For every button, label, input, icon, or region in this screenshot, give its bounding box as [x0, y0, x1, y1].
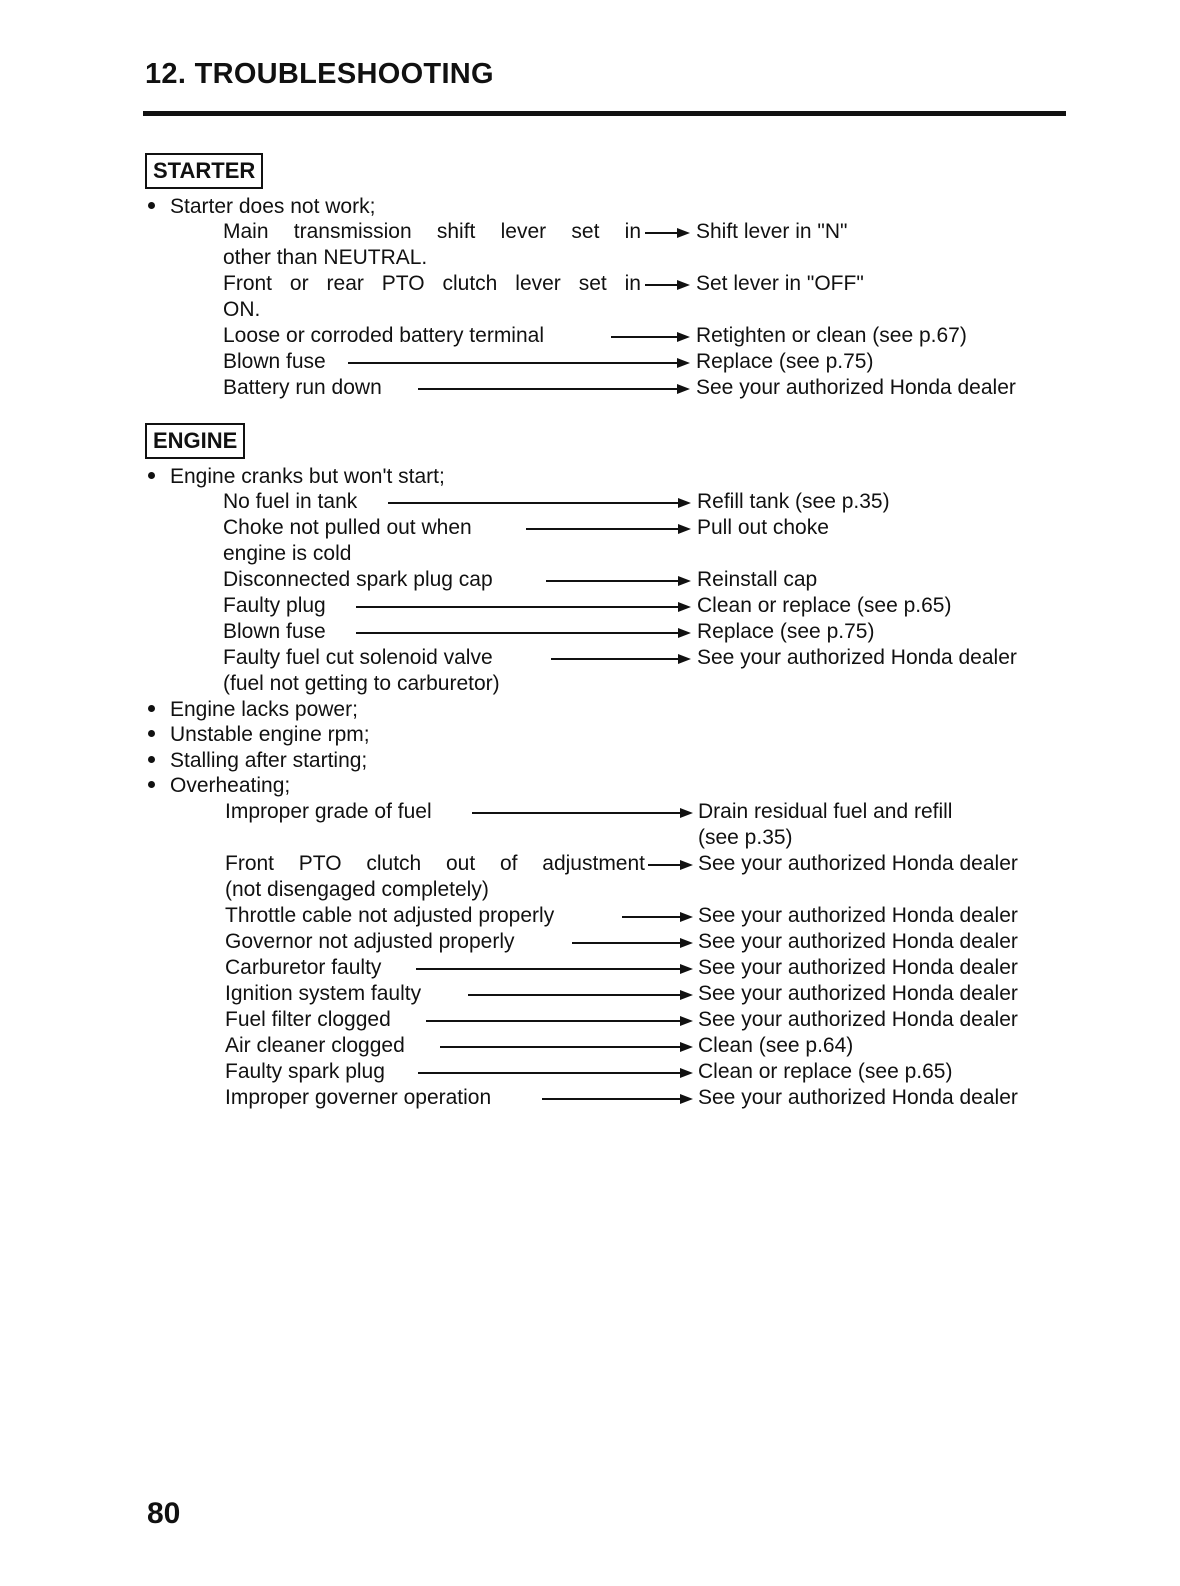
leader-line — [440, 1046, 680, 1048]
item-remedy: Replace (see p.75) — [697, 620, 875, 643]
item-cause: Governor not adjusted properly — [225, 930, 515, 953]
item-cause-continuation: (fuel not getting to carburetor) — [223, 672, 500, 695]
item-cause-continuation: ON. — [223, 298, 261, 321]
arrow-right-icon — [680, 912, 693, 922]
item-cause: Improper grade of fuel — [225, 800, 432, 823]
item-cause: Front PTO clutch out of adjustment — [225, 852, 645, 875]
item-remedy: Clean (see p.64) — [698, 1034, 854, 1057]
engine-symptom-text: Overheating; — [170, 774, 291, 797]
arrow-right-icon — [680, 964, 693, 974]
item-cause: Choke not pulled out when — [223, 516, 472, 539]
item-remedy: Retighten or clean (see p.67) — [696, 324, 967, 347]
item-remedy: Clean or replace (see p.65) — [698, 1060, 953, 1083]
arrow-right-icon — [680, 1094, 693, 1104]
item-remedy: See your authorized Honda dealer — [698, 852, 1018, 875]
item-remedy: Pull out choke — [697, 516, 829, 539]
leader-line — [416, 968, 680, 970]
item-cause: Fuel filter clogged — [225, 1008, 391, 1031]
engine-symptom — [148, 748, 367, 774]
leader-line — [356, 606, 678, 608]
leader-line — [546, 580, 678, 582]
item-remedy: See your authorized Honda dealer — [698, 930, 1018, 953]
bullet-icon — [148, 705, 155, 712]
engine-symptom-text: Unstable engine rpm; — [170, 723, 370, 746]
item-remedy: See your authorized Honda dealer — [698, 982, 1018, 1005]
item-cause: Loose or corroded battery terminal — [223, 324, 544, 347]
item-cause: No fuel in tank — [223, 490, 358, 513]
leader-line — [388, 502, 678, 504]
starter-heading: STARTER — [145, 153, 263, 189]
item-remedy: Drain residual fuel and refill — [698, 800, 953, 823]
arrow-right-icon — [677, 384, 690, 394]
item-remedy: See your authorized Honda dealer — [698, 904, 1018, 927]
bullet-icon — [148, 202, 155, 209]
leader-line — [418, 388, 677, 390]
leader-line — [542, 1098, 680, 1100]
arrow-right-icon — [677, 358, 690, 368]
arrow-right-icon — [680, 808, 693, 818]
engine-symptom — [148, 697, 358, 723]
leader-line — [551, 658, 678, 660]
item-cause: Throttle cable not adjusted properly — [225, 904, 555, 927]
leader-line — [648, 864, 680, 866]
item-remedy: Set lever in "OFF" — [696, 272, 864, 295]
item-cause-continuation: engine is cold — [223, 542, 352, 565]
arrow-right-icon — [677, 280, 690, 290]
leader-line — [356, 632, 678, 634]
page-number: 80 — [147, 1497, 181, 1530]
leader-line — [645, 284, 677, 286]
arrow-right-icon — [678, 524, 691, 534]
item-cause: Ignition system faulty — [225, 982, 422, 1005]
engine-symptom-text: Engine lacks power; — [170, 698, 358, 721]
item-cause: Air cleaner clogged — [225, 1034, 405, 1057]
leader-line — [426, 1020, 680, 1022]
item-cause: Faulty fuel cut solenoid valve — [223, 646, 493, 669]
item-cause: Main transmission shift lever set in — [223, 220, 641, 243]
engine-symptom-text: Stalling after starting; — [170, 749, 368, 772]
starter-symptom — [148, 194, 375, 220]
item-cause-continuation: other than NEUTRAL. — [223, 246, 428, 269]
item-remedy-continuation: (see p.35) — [698, 826, 793, 849]
arrow-right-icon — [680, 1068, 693, 1078]
arrow-right-icon — [680, 860, 693, 870]
item-cause: Front or rear PTO clutch lever set in — [223, 272, 641, 295]
item-remedy: See your authorized Honda dealer — [697, 646, 1017, 669]
arrow-right-icon — [678, 602, 691, 612]
item-remedy: See your authorized Honda dealer — [698, 1008, 1018, 1031]
leader-line — [622, 916, 680, 918]
item-cause: Blown fuse — [223, 350, 326, 373]
arrow-right-icon — [680, 990, 693, 1000]
engine-symptom-text: Engine cranks but won't start; — [170, 465, 445, 488]
chapter-title: 12. TROUBLESHOOTING — [145, 58, 494, 90]
item-remedy: Shift lever in "N" — [696, 220, 848, 243]
engine-symptom — [148, 464, 445, 490]
item-remedy: See your authorized Honda dealer — [698, 1086, 1018, 1109]
leader-line — [572, 942, 680, 944]
leader-line — [645, 232, 677, 234]
engine-heading: ENGINE — [145, 423, 245, 459]
arrow-right-icon — [677, 228, 690, 238]
arrow-right-icon — [680, 1042, 693, 1052]
item-remedy: Clean or replace (see p.65) — [697, 594, 952, 617]
item-remedy: See your authorized Honda dealer — [698, 956, 1018, 979]
arrow-right-icon — [677, 332, 690, 342]
arrow-right-icon — [680, 938, 693, 948]
item-cause-continuation: (not disengaged completely) — [225, 878, 489, 901]
bullet-icon — [148, 730, 155, 737]
arrow-right-icon — [678, 576, 691, 586]
arrow-right-icon — [678, 628, 691, 638]
leader-line — [611, 336, 677, 338]
engine-symptom — [148, 722, 370, 748]
item-cause: Carburetor faulty — [225, 956, 382, 979]
item-remedy: Refill tank (see p.35) — [697, 490, 890, 513]
arrow-right-icon — [680, 1016, 693, 1026]
item-cause: Disconnected spark plug cap — [223, 568, 493, 591]
leader-line — [472, 812, 680, 814]
item-remedy: Reinstall cap — [697, 568, 818, 591]
item-cause: Blown fuse — [223, 620, 326, 643]
item-cause: Faulty spark plug — [225, 1060, 385, 1083]
item-cause: Faulty plug — [223, 594, 326, 617]
leader-line — [526, 528, 678, 530]
leader-line — [468, 994, 680, 996]
bullet-icon — [148, 781, 155, 788]
engine-symptom — [148, 773, 290, 799]
arrow-right-icon — [678, 498, 691, 508]
item-cause: Improper governer operation — [225, 1086, 492, 1109]
item-remedy: Replace (see p.75) — [696, 350, 874, 373]
item-cause: Battery run down — [223, 376, 382, 399]
bullet-icon — [148, 472, 155, 479]
title-rule — [143, 111, 1066, 116]
starter-symptom-text: Starter does not work; — [170, 195, 376, 218]
bullet-icon — [148, 756, 155, 763]
arrow-right-icon — [678, 654, 691, 664]
leader-line — [418, 1072, 680, 1074]
leader-line — [348, 362, 677, 364]
item-remedy: See your authorized Honda dealer — [696, 376, 1016, 399]
